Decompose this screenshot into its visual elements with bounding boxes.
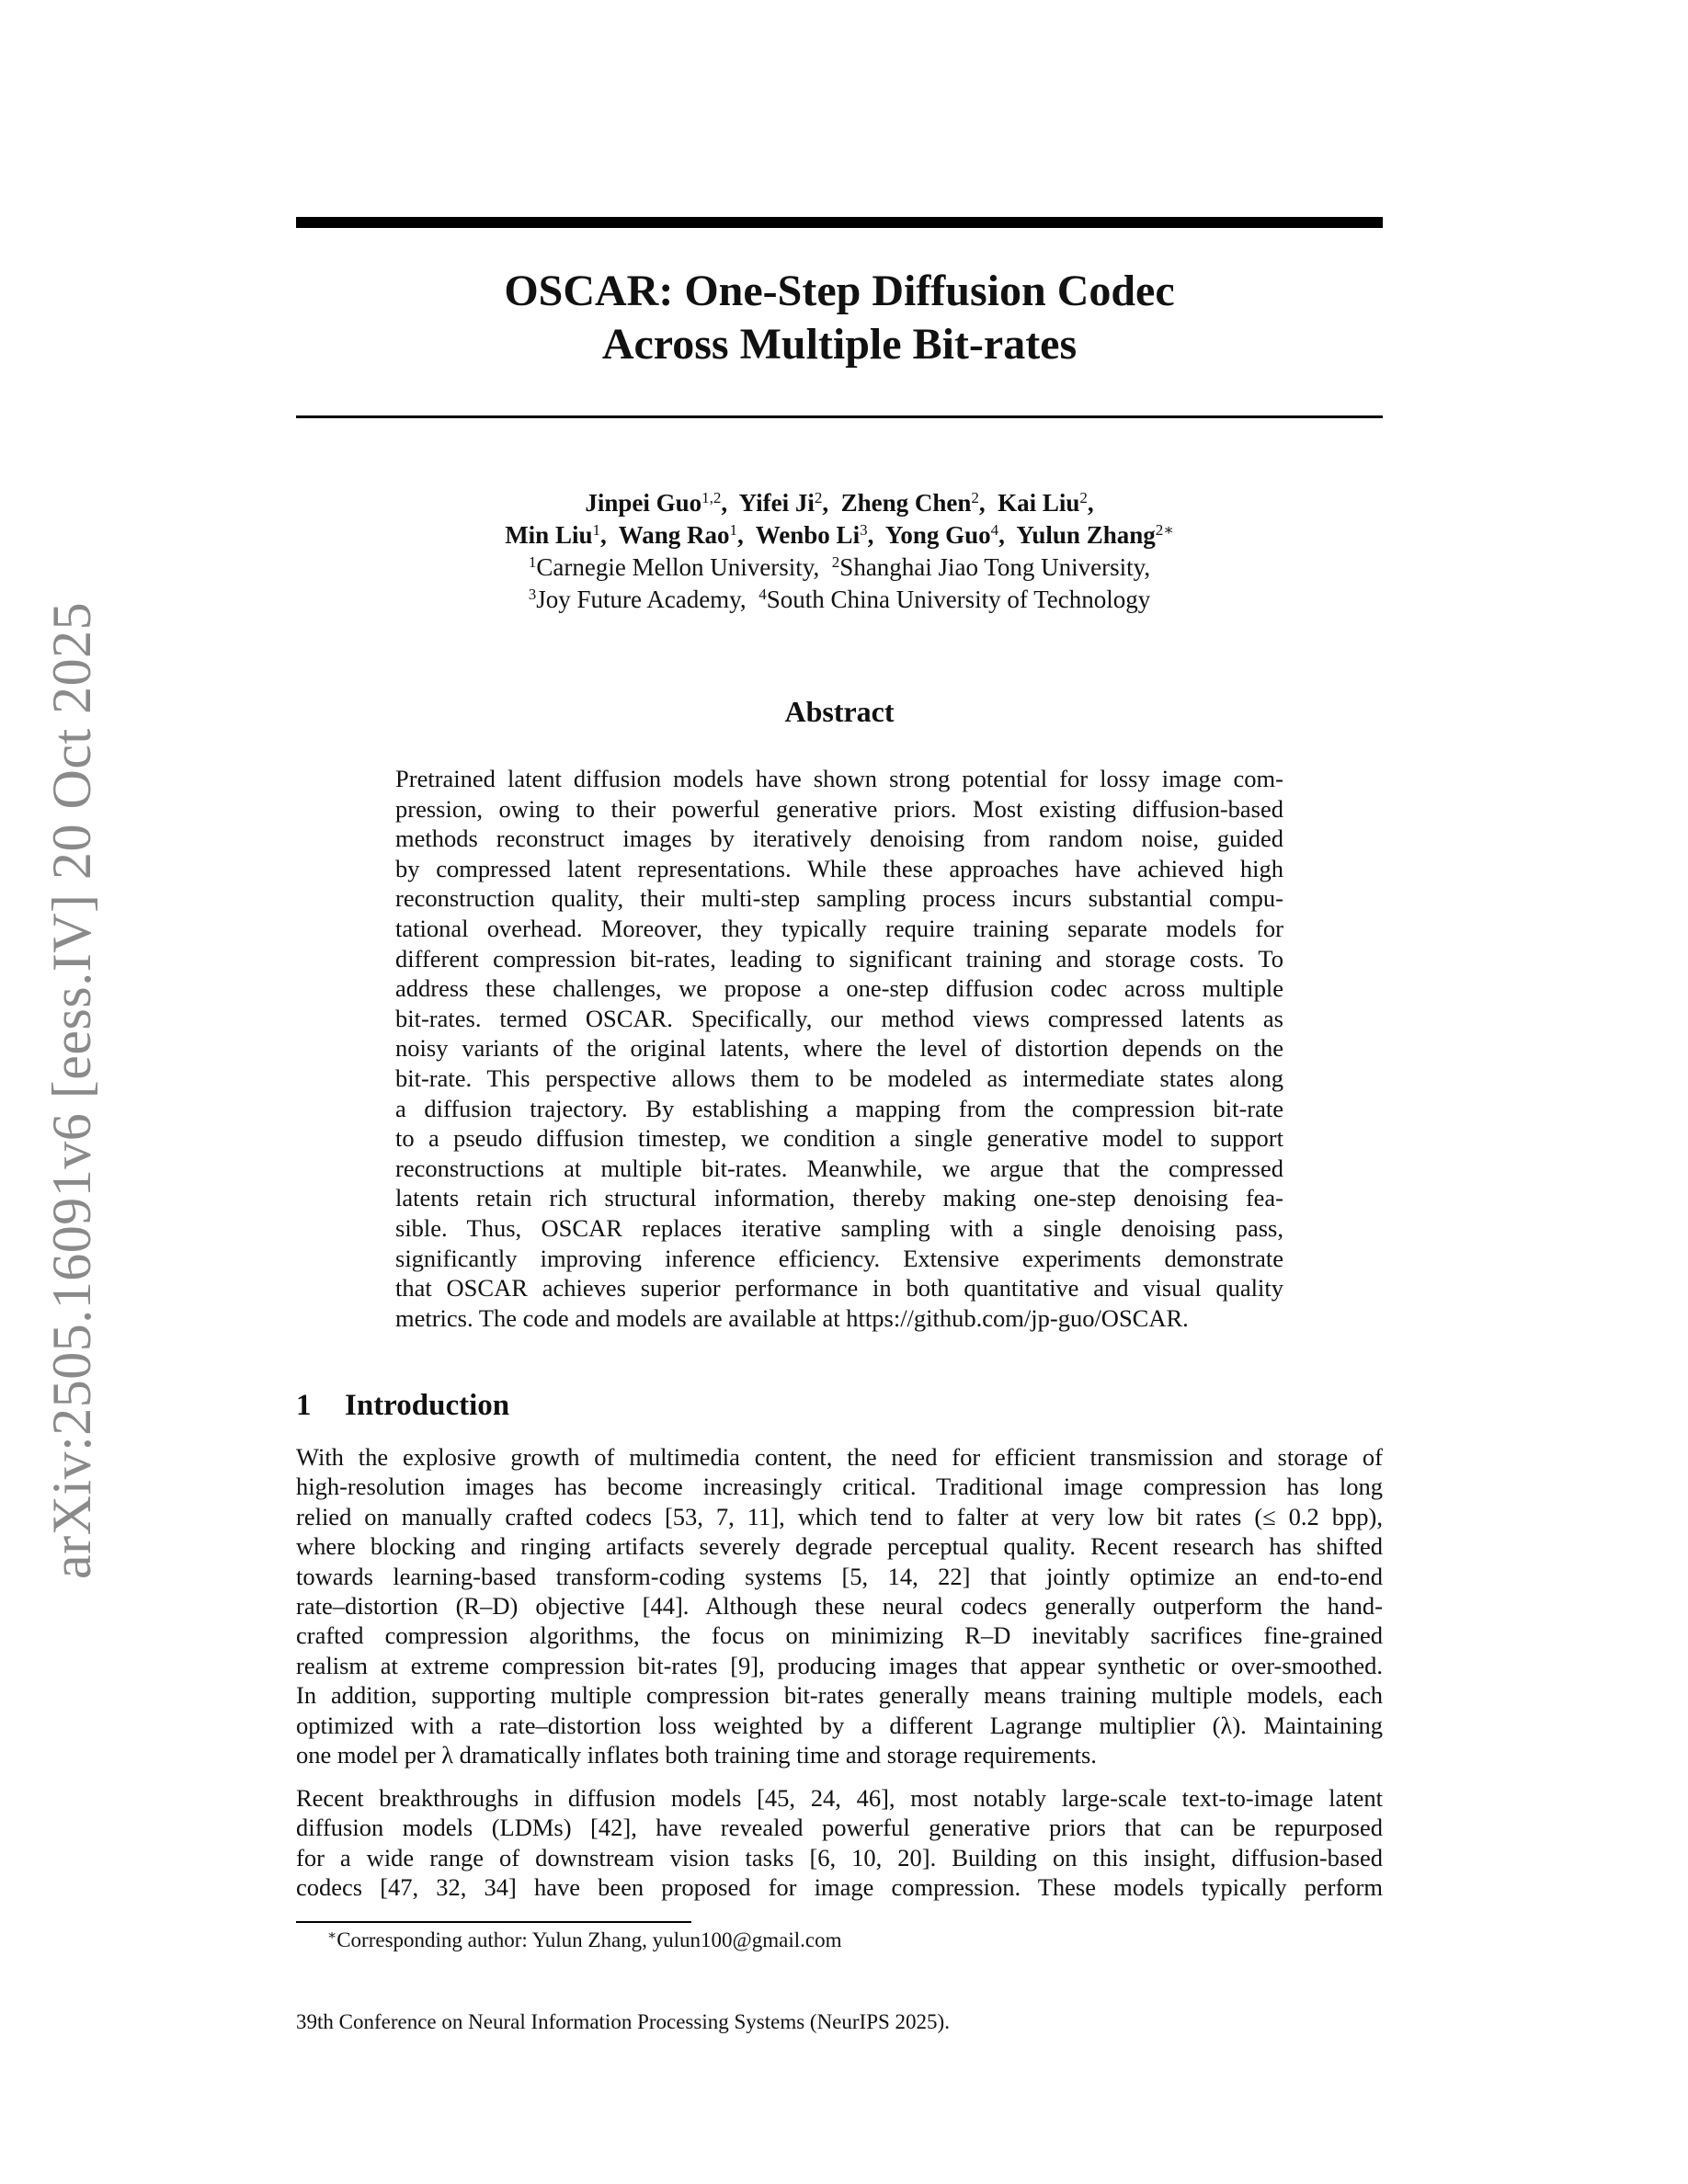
author-affiliation-mark: 2 [814,489,823,506]
abstract-line: to a pseudo diffusion timestep, we condition a single generative model to support [395,1124,1283,1153]
abstract-heading: Abstract [784,695,895,728]
abstract-text [395,764,1283,1333]
author-name: Yong Guo [884,521,991,549]
paragraph-line: rate–distortion (R–D) objective [44]. Although these neural codecs generally outperform the hand- [296,1592,1383,1621]
paragraph-line: In addition, supporting multiple compression bit-rates generally means training multiple models, each [296,1681,1383,1710]
author-affiliation-mark: 4 [990,521,999,539]
abstract-line: bit-rate. This perspective allows them to be modeled as intermediate states along [395,1064,1283,1092]
paragraph-line: With the explosive growth of multimedia content, the need for efficient transmission and storage of [296,1443,1383,1471]
abstract-line: methods reconstruct images by iteratively denoising from random noise, guided [395,825,1283,853]
abstract-line: noisy variants of the original latents, where the level of distortion depends on the [395,1034,1283,1063]
paragraph-line: high-resolution images has become increasingly critical. Traditional image compression has long [296,1473,1383,1501]
affiliation-name: South China University of Technology [766,586,1151,613]
author-block [296,487,1383,616]
title-top-rule [296,217,1383,228]
paragraph-line: optimized with a rate–distortion loss weighted by a different Lagrange multiplier (λ). Maintaining [296,1711,1383,1739]
author-name: Kai Liu [998,489,1080,517]
affiliation-line-2 [296,584,1383,616]
abstract-line: significantly improving inference efficiency. Extensive experiments demonstrate [395,1244,1283,1272]
affiliation-number: 2 [831,553,840,571]
introduction-paragraph-2 [296,1783,1383,1903]
author-affiliation-mark: 1,2 [701,489,722,506]
author-name: Jinpei Guo [585,489,702,517]
introduction-paragraph-1 [296,1442,1383,1769]
abstract-line: latents retain rich structural information, thereby making one-step denoising fea- [395,1184,1283,1212]
paragraph-line: relied on manually crafted codecs [53, 7, 11], which tend to falter at very low bit rates (≤ 0.2 bpp), [296,1502,1383,1530]
paragraph-line: towards learning-based transform-coding systems [5, 14, 22] that jointly optimize an end-to-end [296,1562,1383,1590]
paragraph-line: crafted compression algorithms, the focus on minimizing R–D inevitably sacrifices fine-grained [296,1621,1383,1650]
paragraph-line: realism at extreme compression bit-rates [9], producing images that appear synthetic or over-smoothed. [296,1651,1383,1679]
author-name: Yulun Zhang [1016,521,1156,549]
conference-note: 39th Conference on Neural Information Processing Systems (NeurIPS 2025). [296,2010,950,2033]
arxiv-identifier-stamp: arXiv:2505.16091v6 [eess.IV] 20 Oct 2025 [41,601,102,1579]
footnote-rule [296,1921,691,1923]
author-affiliation-mark: 3 [860,521,868,539]
paragraph-line: where blocking and ringing artifacts severely degrade perceptual quality. Recent research has shifted [296,1532,1383,1561]
paragraph-line: one model per λ dramatically inflates both training time and storage requirements. [296,1741,1097,1769]
abstract-line: reconstructions at multiple bit-rates. Meanwhile, we argue that the compressed [395,1154,1283,1182]
footnote-marker: ∗ [327,1928,337,1943]
abstract-line: reconstruction quality, their multi-step sampling process incurs substantial compu- [395,884,1283,913]
abstract-line: different compression bit-rates, leading to significant training and storage costs. To [395,944,1283,973]
affiliation-line-1 [296,552,1383,584]
affiliation-name: Joy Future Academy, [536,586,747,613]
paper-title [296,265,1383,371]
paragraph-line: codecs [47, 32, 34] have been proposed for image compression. These models typically perform [296,1873,1383,1902]
abstract-line: tational overhead. Moreover, they typically require training separate models for [395,914,1283,942]
abstract-line: metrics. The code and models are available at https://github.com/jp-guo/OSCAR. [395,1303,1189,1332]
author-affiliation-mark: 2∗ [1155,521,1174,539]
affiliation-number: 1 [528,553,537,571]
section-title: Introduction [345,1389,510,1422]
author-name: Min Liu [505,521,593,549]
abstract-line: bit-rates. termed OSCAR. Specifically, our method views compressed latents as [395,1004,1283,1032]
section-number: 1 [296,1389,312,1422]
title-bottom-rule [296,415,1383,418]
abstract-line: a diffusion trajectory. By establishing a mapping from the compression bit-rate [395,1094,1283,1122]
paragraph-line: for a wide range of downstream vision tasks [6, 10, 20]. Building on this insight, diffusion-based [296,1843,1383,1871]
affiliation-name: Shanghai Jiao Tong University, [839,553,1151,581]
author-name: Yifei Ji [738,489,815,517]
author-affiliation-mark: 2 [971,489,979,506]
abstract-line: pression, owing to their powerful generative priors. Most existing diffusion-based [395,794,1283,823]
title-line-1: OSCAR: One-Step Diffusion Codec [504,267,1175,315]
affiliation-number: 3 [528,586,537,603]
title-line-2: Across Multiple Bit-rates [601,320,1078,369]
author-name: Zheng Chen [840,489,972,517]
abstract-line: address these challenges, we propose a one-step diffusion codec across multiple [395,974,1283,1003]
footnote [327,1927,841,1954]
abstract-line: by compressed latent representations. While these approaches have achieved high [395,854,1283,882]
author-affiliation-mark: 1 [729,521,738,539]
abstract-line: that OSCAR achieves superior performance in both quantitative and visual quality [395,1274,1283,1302]
author-name: Wenbo Li [755,521,861,549]
paragraph-line: Recent breakthroughs in diffusion models [45, 24, 46], most notably large-scale text-to-image latent [296,1784,1383,1812]
author-line-1: Jinpei Guo$^{1,2}$, Yifei Ji$^2$, Zheng Chen$^2$, Kai Liu$^2$, [585,489,1094,517]
affiliation-name: Carnegie Mellon University, [536,553,820,581]
affiliation-number: 4 [758,586,767,603]
footnote-text: Corresponding author: Yulun Zhang, yulun100@gmail.com [336,1928,842,1951]
author-line-2: Min Liu$^1$, Wang Rao$^1$, Wenbo Li$^3$, Yong Guo$^4$, Yulun Zhang$^{2∗}$ [505,521,1174,549]
author-affiliation-mark: 1 [592,521,600,539]
abstract-line: sible. Thus, OSCAR replaces iterative sampling with a single denoising pass, [395,1213,1283,1242]
abstract-line: Pretrained latent diffusion models have shown strong potential for lossy image com- [395,765,1283,792]
section-heading-introduction [296,1386,1032,1425]
paragraph-line: diffusion models (LDMs) [42], have revealed powerful generative priors that can be repurposed [296,1814,1383,1842]
author-name: Wang Rao [618,521,730,549]
author-affiliation-mark: 2 [1079,489,1088,506]
